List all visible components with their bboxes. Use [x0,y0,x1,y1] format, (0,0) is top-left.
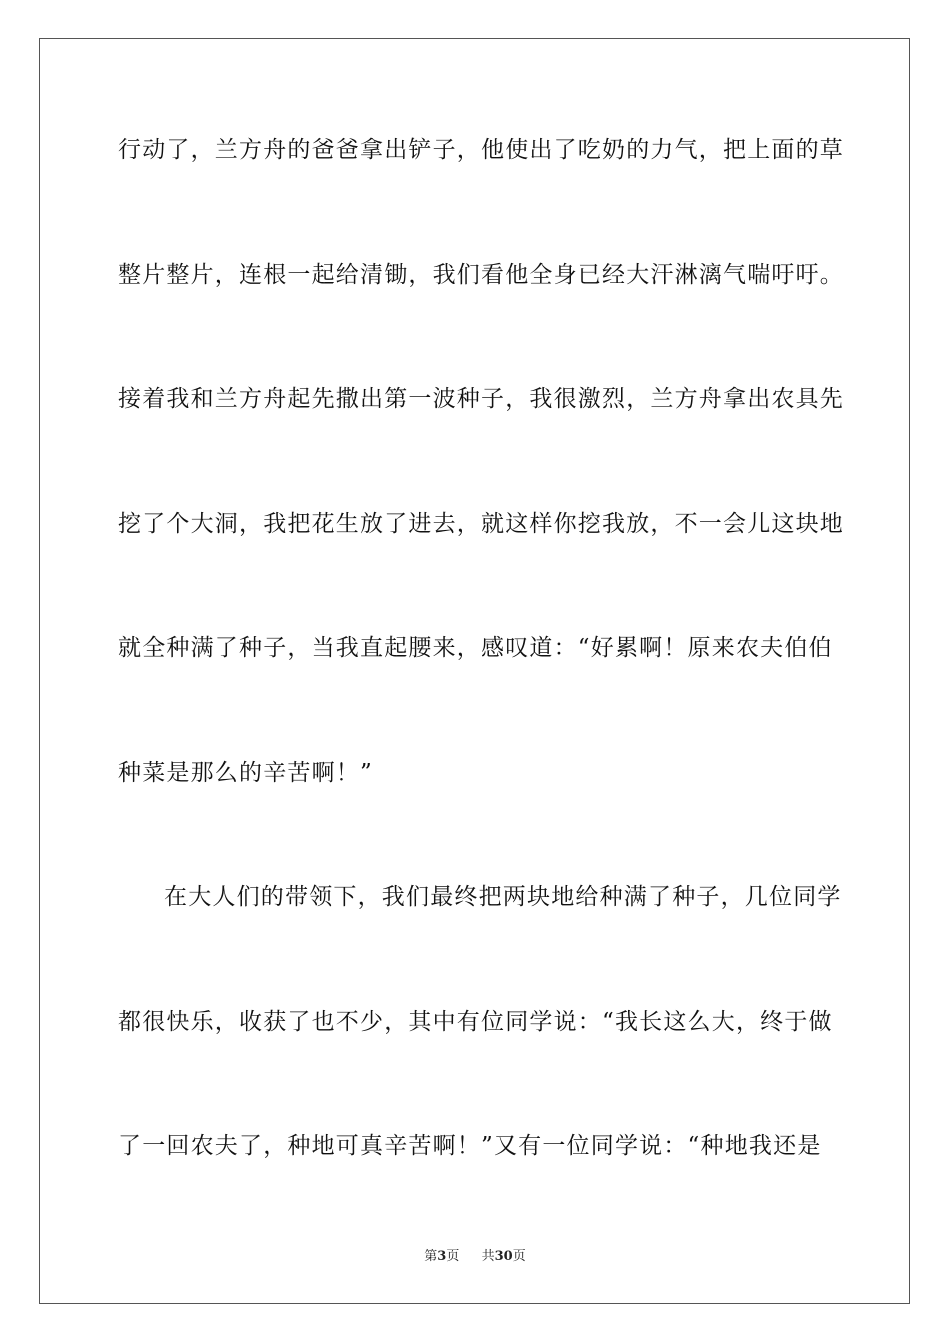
page-prefix: 第 [424,1249,438,1264]
body-text-line-1: 行动了，兰方舟的爸爸拿出铲子，他使出了吃奶的力气，把上面的草 [118,137,844,163]
body-text-line-4: 挖了个大洞，我把花生放了进去，就这样你挖我放，不一会儿这块地 [118,511,844,537]
body-text-line-9: 了一回农夫了，种地可真辛苦啊！”又有一位同学说：“种地我还是 [118,1133,822,1159]
body-text-line-8: 都很快乐，收获了也不少，其中有位同学说：“我长这么大，终于做 [118,1009,833,1035]
body-text-line-2: 整片整片，连根一起给清锄，我们看他全身已经大汗淋漓气喘吁吁。 [118,262,844,288]
page-border [39,38,910,1304]
body-text-line-5: 就全种满了种子，当我直起腰来，感叹道：“好累啊！原来农夫伯伯 [118,635,833,661]
total-suffix: 页 [512,1249,526,1264]
page-number: 3 [437,1249,447,1264]
paragraph-start-line: 在大人们的带领下，我们最终把两块地给种满了种子，几位同学 [164,884,842,910]
page-footer [0,1248,950,1266]
page-suffix: 页 [446,1249,460,1264]
total-prefix: 共 [481,1249,495,1264]
body-text-line-3: 接着我和兰方舟起先撒出第一波种子，我很激烈，兰方舟拿出农具先 [118,386,844,412]
total-pages: 30 [494,1249,513,1264]
body-text-line-6: 种菜是那么的辛苦啊！” [118,760,373,786]
